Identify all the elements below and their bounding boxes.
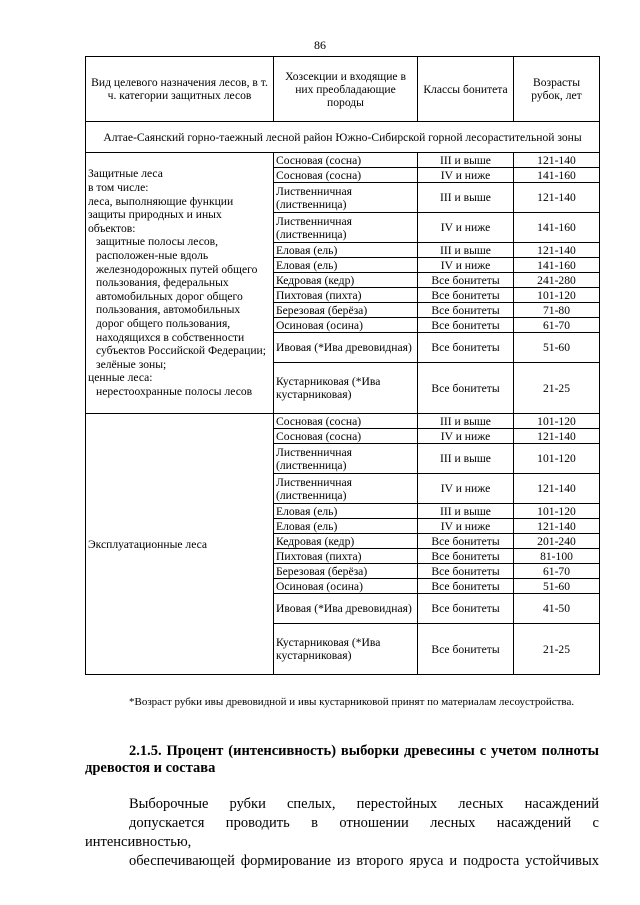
protective-category-cell (86, 153, 274, 414)
zone-title: Алтае-Саянский горно-таежный лесной район Южно-Сибирской горной лесорастительной зоны (86, 122, 600, 153)
age-cell: 121-140 (514, 519, 600, 534)
bonitet-cell: IV и ниже (418, 429, 514, 444)
age-cell: 141-160 (514, 213, 600, 243)
species-cell: Лиственничная (лиственница) (274, 474, 418, 504)
species-cell: Сосновая (сосна) (274, 153, 418, 168)
species-cell: Осиновая (осина) (274, 579, 418, 594)
body-paragraph (85, 795, 599, 871)
species-cell: Осиновая (осина) (274, 318, 418, 333)
paragraph-line: допускается проводить в отношении лесных насаждений с интенсивностью, (85, 815, 599, 850)
species-cell: Кустарниковая (*Ива кустарниковая) (274, 363, 418, 414)
table-header-row (86, 57, 600, 122)
bonitet-cell: Все бонитеты (418, 579, 514, 594)
age-cell: 41-50 (514, 594, 600, 624)
species-cell: Березовая (берёза) (274, 303, 418, 318)
age-cell: 71-80 (514, 303, 600, 318)
bonitet-cell: III и выше (418, 414, 514, 429)
species-cell: Сосновая (сосна) (274, 429, 418, 444)
species-cell: Кедровая (кедр) (274, 273, 418, 288)
age-cell: 101-120 (514, 444, 600, 474)
age-cell: 121-140 (514, 243, 600, 258)
section-heading: 2.1.5. Процент (интенсивность) выборки древесины с учетом полноты древостоя и состава (85, 743, 599, 776)
species-cell: Лиственничная (лиственница) (274, 213, 418, 243)
species-cell: Сосновая (сосна) (274, 168, 418, 183)
age-cell: 201-240 (514, 534, 600, 549)
age-cell: 241-280 (514, 273, 600, 288)
age-cell: 101-120 (514, 414, 600, 429)
category-line: в том числе: (88, 181, 149, 195)
age-cell: 141-160 (514, 168, 600, 183)
table-row (86, 153, 600, 168)
species-cell: Ивовая (*Ива древовидная) (274, 594, 418, 624)
age-cell: 121-140 (514, 153, 600, 168)
bonitet-cell: Все бонитеты (418, 288, 514, 303)
page-number: 86 (314, 38, 326, 52)
table-row (86, 414, 600, 429)
age-cell: 101-120 (514, 288, 600, 303)
species-cell: Кедровая (кедр) (274, 534, 418, 549)
category-line: защитные полосы лесов, расположен-ные вдоль железнодорожных путей общего пользования, федеральных автомобильных дорог общего пользования, автомобильных дорог общего пользования, находящихся в собственности субъектов Российской Федерации; (96, 235, 266, 358)
exploitation-category-cell: Эксплуатационные леса (86, 414, 274, 675)
bonitet-cell: Все бонитеты (418, 273, 514, 288)
paragraph-line: обеспечивающей формирование из второго яруса и подроста устойчивых (129, 853, 599, 869)
bonitet-cell: Все бонитеты (418, 363, 514, 414)
bonitet-cell: IV и ниже (418, 474, 514, 504)
age-cell: 121-140 (514, 183, 600, 213)
cutting-age-table (85, 56, 600, 675)
species-cell: Лиственничная (лиственница) (274, 444, 418, 474)
header-species: Хозсекции и входящие в них преобладающие породы (274, 57, 418, 122)
category-line: леса, выполняющие функции защиты природных и иных объектов: (88, 194, 234, 235)
age-cell: 81-100 (514, 549, 600, 564)
category-line: зелёные зоны; (96, 357, 167, 371)
header-age: Возрасты рубок, лет (514, 57, 600, 122)
bonitet-cell: Все бонитеты (418, 303, 514, 318)
species-cell: Еловая (ель) (274, 258, 418, 273)
species-cell: Еловая (ель) (274, 243, 418, 258)
bonitet-cell: III и выше (418, 243, 514, 258)
header-purpose: Вид целевого назначения лесов, в т. ч. категории защитных лесов (86, 57, 274, 122)
species-cell: Еловая (ель) (274, 504, 418, 519)
bonitet-cell: IV и ниже (418, 519, 514, 534)
age-cell: 101-120 (514, 504, 600, 519)
age-cell: 51-60 (514, 333, 600, 363)
footnote: *Возраст рубки ивы древовидной и ивы кустарниковой принят по материалам лесоустройства. (129, 696, 575, 708)
category-line: нерестоохранные полосы лесов (96, 384, 253, 398)
bonitet-cell: III и выше (418, 153, 514, 168)
age-cell: 141-160 (514, 258, 600, 273)
age-cell: 61-70 (514, 564, 600, 579)
header-bonitet: Классы бонитета (418, 57, 514, 122)
species-cell: Пихтовая (пихта) (274, 288, 418, 303)
paragraph-line: Выборочные рубки спелых, перестойных лесных насаждений (129, 796, 599, 812)
bonitet-cell: IV и ниже (418, 168, 514, 183)
bonitet-cell: IV и ниже (418, 258, 514, 273)
bonitet-cell: III и выше (418, 183, 514, 213)
species-cell: Кустарниковая (*Ива кустарниковая) (274, 624, 418, 675)
species-cell: Ивовая (*Ива древовидная) (274, 333, 418, 363)
bonitet-cell: III и выше (418, 504, 514, 519)
bonitet-cell: Все бонитеты (418, 549, 514, 564)
species-cell: Березовая (берёза) (274, 564, 418, 579)
species-cell: Сосновая (сосна) (274, 414, 418, 429)
category-line: Защитные леса (88, 167, 163, 181)
species-cell: Лиственничная (лиственница) (274, 183, 418, 213)
bonitet-cell: Все бонитеты (418, 534, 514, 549)
zone-row (86, 122, 600, 153)
bonitet-cell: Все бонитеты (418, 333, 514, 363)
age-cell: 121-140 (514, 474, 600, 504)
category-line: ценные леса: (88, 371, 153, 385)
species-cell: Пихтовая (пихта) (274, 549, 418, 564)
age-cell: 51-60 (514, 579, 600, 594)
bonitet-cell: Все бонитеты (418, 318, 514, 333)
age-cell: 21-25 (514, 624, 600, 675)
age-cell: 61-70 (514, 318, 600, 333)
bonitet-cell: Все бонитеты (418, 594, 514, 624)
age-cell: 21-25 (514, 363, 600, 414)
species-cell: Еловая (ель) (274, 519, 418, 534)
bonitet-cell: Все бонитеты (418, 564, 514, 579)
bonitet-cell: IV и ниже (418, 213, 514, 243)
bonitet-cell: III и выше (418, 444, 514, 474)
bonitet-cell: Все бонитеты (418, 624, 514, 675)
age-cell: 121-140 (514, 429, 600, 444)
